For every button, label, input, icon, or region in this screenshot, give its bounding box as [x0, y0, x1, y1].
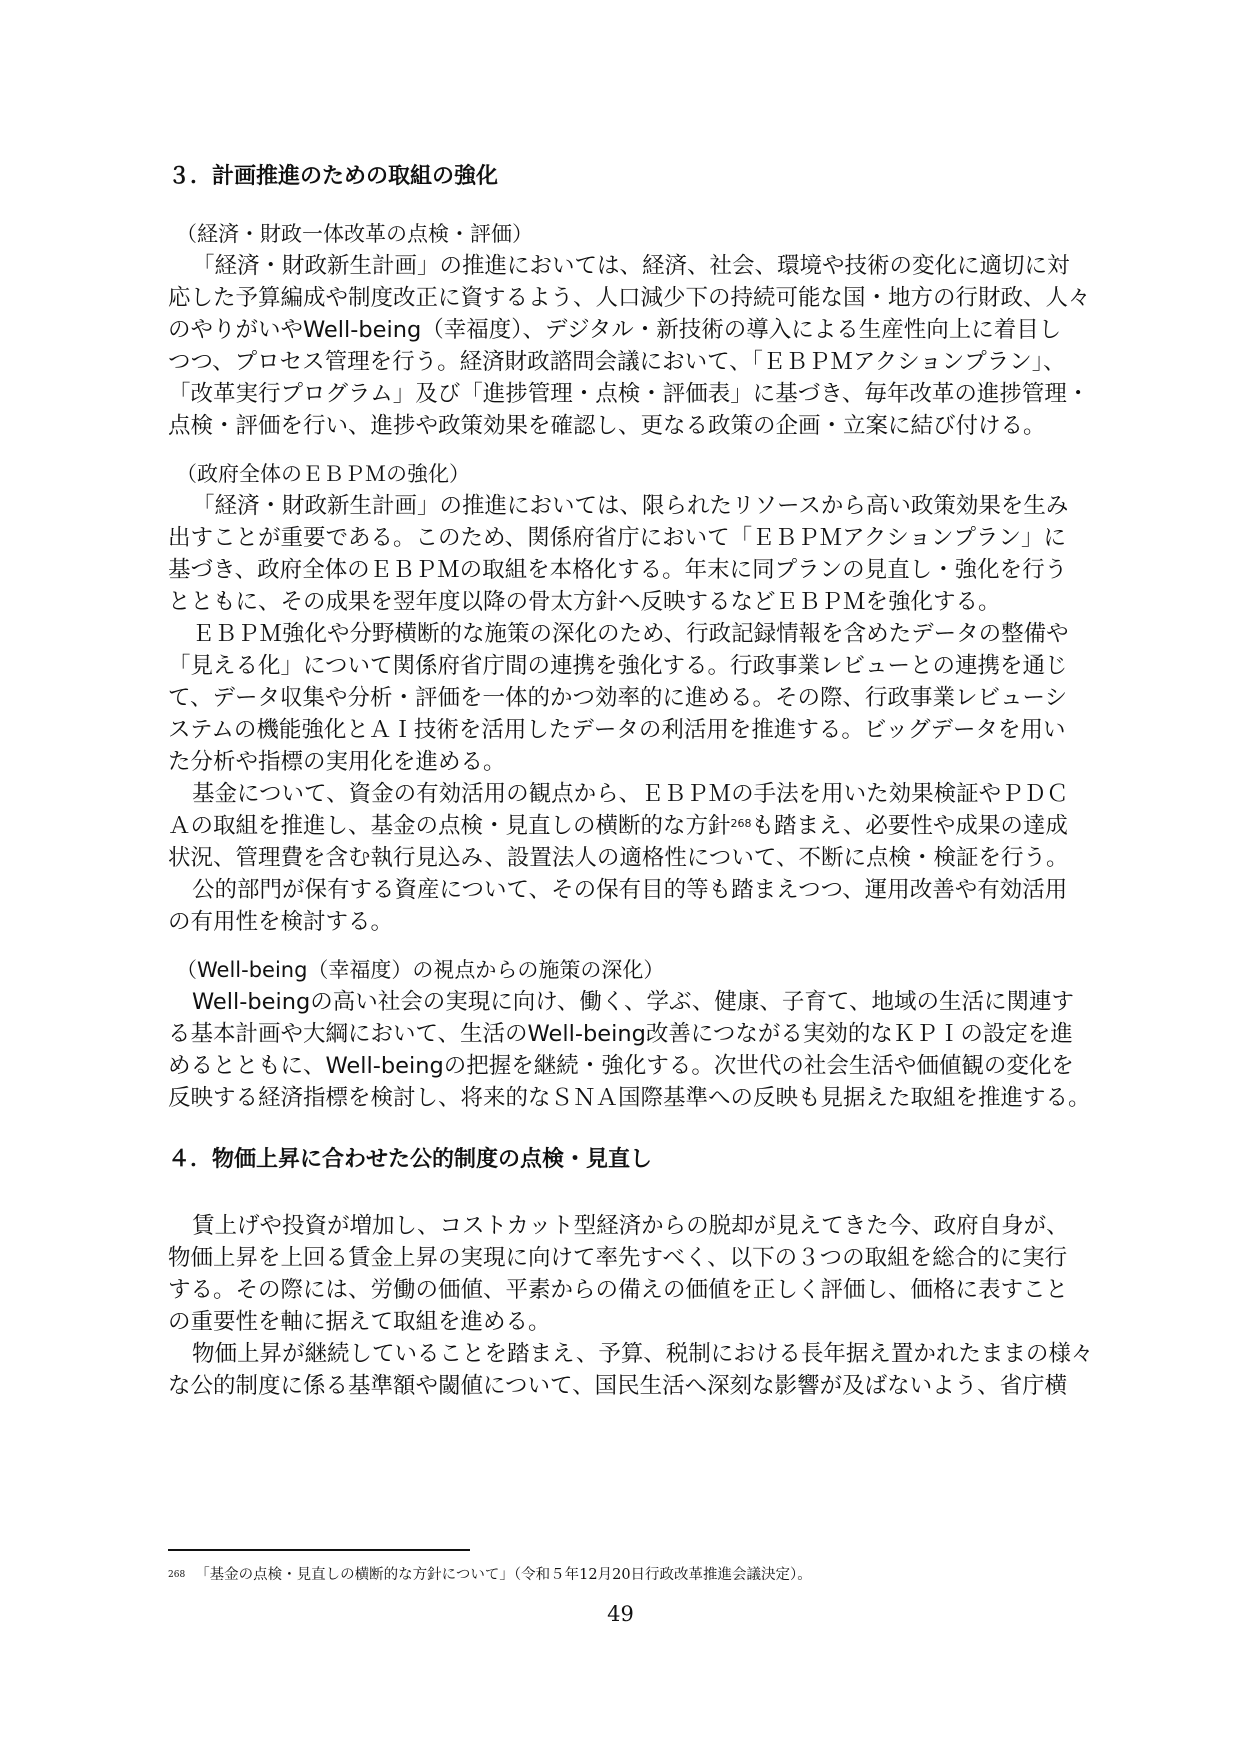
paragraph-line: する。その際には、労働の価値、平素からの備えの価値を正しく評価し、価格に表すこと	[168, 1277, 1069, 1303]
paragraph-line: の有用性を検討する。	[168, 909, 394, 935]
paragraph-line: て、データ収集や分析・評価を一体的かつ効率的に進める。その際、行政事業レビューシ	[168, 685, 1068, 711]
paragraph-line: 物価上昇が継続していることを踏まえ、予算、税制における長年据え置かれたままの様々	[192, 1341, 1094, 1367]
paragraph-line: 物価上昇を上回る賃金上昇の実現に向けて率先すべく、以下の３つの取組を総合的に実行	[168, 1245, 1068, 1271]
paragraph-line: 点検・評価を行い、進捗や政策効果を確認し、更なる政策の企画・立案に結び付ける。	[168, 413, 1046, 439]
paragraph-line: 出すことが重要である。このため、関係府省庁において「ＥＢＰＭアクションプラン」に	[168, 525, 1066, 551]
paragraph-line: 基づき、政府全体のＥＢＰＭの取組を本格化する。年末に同プランの見直し・強化を行う	[168, 557, 1068, 583]
paragraph-line: 「経済・財政新生計画」の推進においては、限られたリソースから高い政策効果を生み	[192, 493, 1069, 519]
paragraph-line: ステムの機能強化とＡＩ技術を活用したデータの利活用を推進する。ビッグデータを用い	[168, 717, 1066, 743]
paragraph-line: とともに、その成果を翌年度以降の骨太方針へ反映するなどＥＢＰＭを強化する。	[168, 589, 1001, 615]
paragraph-line: Well-beingの高い社会の実現に向け、働く、学ぶ、健康、子育て、地域の生活に関連す	[192, 989, 1074, 1015]
paragraph-line: ＥＢＰＭ強化や分野横断的な施策の深化のため、行政記録情報を含めたデータの整備や	[192, 621, 1069, 647]
paragraph-line: 応した予算編成や制度改正に資するよう、人口減少下の持続可能な国・地方の行財政、人々	[168, 285, 1091, 311]
paragraph-line: 「経済・財政新生計画」の推進においては、経済、社会、環境や技術の変化に適切に対	[192, 253, 1070, 279]
footnote	[168, 1565, 812, 1585]
paragraph-line-with-footnote	[168, 810, 1088, 842]
paragraph-line: 反映する経済指標を検討し、将来的なＳＮＡ国際基準への反映も見据えた取組を推進する。	[168, 1085, 1091, 1111]
section-3-heading: ３．計画推進のための取組の強化	[168, 164, 499, 189]
paragraph-line: る基本計画や大綱において、生活のWell-being改善につながる実効的なＫＰＩの設定を進	[168, 1021, 1073, 1047]
subsection-title-ebpm: （政府全体のＥＢＰＭの強化）	[176, 462, 470, 486]
line-text: も踏まえ、必要性や成果の達成	[751, 813, 1068, 839]
footnote-reference: 268	[730, 817, 752, 830]
footnote-text: 「基金の点検・見直しの横断的な方針について」（令和５年12月20日行政改革推進会議決定）。	[195, 1567, 812, 1583]
section-4-heading: ４．物価上昇に合わせた公的制度の点検・見直し	[168, 1147, 653, 1172]
paragraph-line: 公的部門が保有する資産について、その保有目的等も踏まえつつ、運用改善や有効活用	[192, 877, 1068, 903]
paragraph-line: な公的制度に係る基準額や閾値について、国民生活へ深刻な影響が及ばないよう、省庁横	[168, 1373, 1068, 1399]
footnote-separator	[168, 1549, 470, 1551]
paragraph-line: めるとともに、Well-beingの把握を継続・強化する。次世代の社会生活や価値観の変化を	[168, 1053, 1074, 1079]
paragraph-line: 「改革実行プログラム」及び「進捗管理・点検・評価表」に基づき、毎年改革の進捗管理・	[168, 381, 1090, 407]
paragraph-line: 賃上げや投資が増加し、コストカット型経済からの脱却が見えてきた今、政府自身が、	[192, 1213, 1069, 1239]
footnote-number: 268	[168, 1570, 186, 1580]
page-number: 49	[607, 1602, 634, 1626]
paragraph-line: 「見える化」について関係府省庁間の連携を強化する。行政事業レビューとの連携を通じ	[168, 653, 1068, 679]
paragraph-line: のやりがいやWell-being（幸福度）、デジタル・新技術の導入による生産性向上に着目し	[168, 317, 1062, 343]
subsection-title-evaluation: （経済・財政一体改革の点検・評価）	[176, 222, 533, 246]
subsection-title-well-being: （Well-being（幸福度）の視点からの施策の深化）	[176, 958, 665, 982]
paragraph-line: 状況、管理費を含む執行見込み、設置法人の適格性について、不断に点検・検証を行う。	[168, 845, 1069, 871]
paragraph-line: つつ、プロセス管理を行う。経済財政諮問会議において、「ＥＢＰＭアクションプラン」、	[168, 349, 1066, 375]
paragraph-line: た分析や指標の実用化を進める。	[168, 749, 506, 775]
line-text: Ａの取組を推進し、基金の点検・見直しの横断的な方針	[168, 813, 731, 839]
paragraph-line: の重要性を軸に据えて取組を進める。	[168, 1309, 551, 1335]
paragraph-line: 基金について、資金の有効活用の観点から、ＥＢＰＭの手法を用いた効果検証やＰＤＣ	[192, 781, 1069, 807]
